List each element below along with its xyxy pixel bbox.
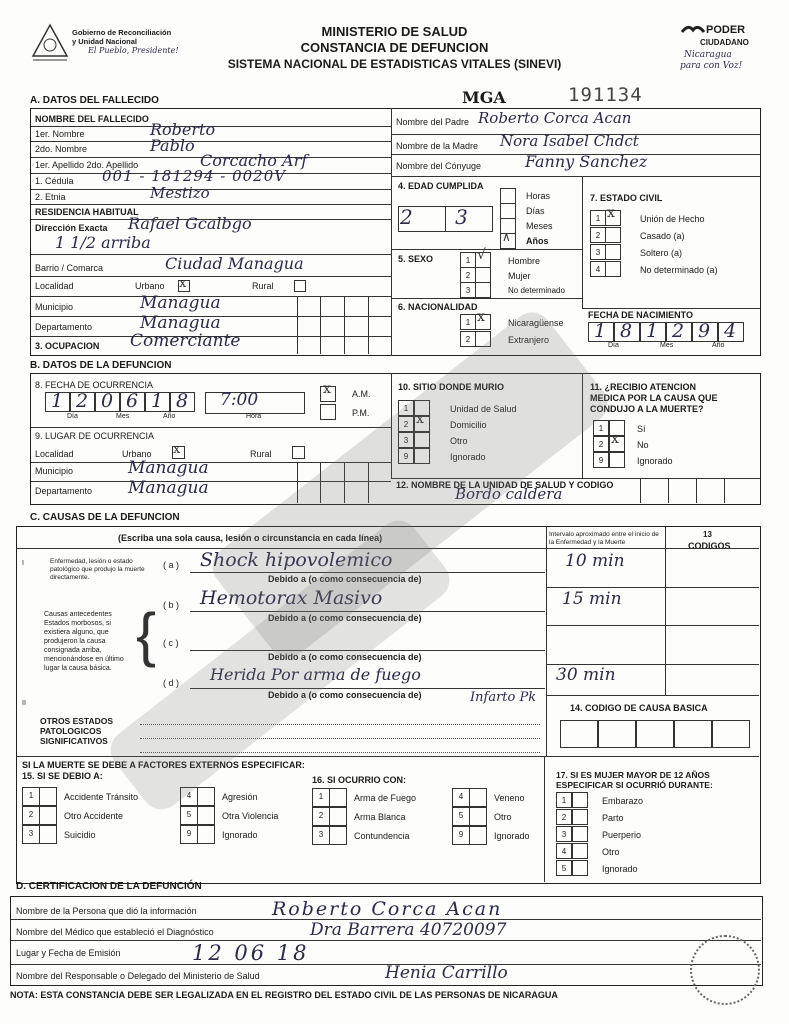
debido-a-1: Debido a (o como consecuencia de) <box>268 574 422 584</box>
direccion-label: Dirección Exacta <box>35 223 108 233</box>
soltero-label: Soltero (a) <box>640 248 683 258</box>
nombre1-label: 1er. Nombre <box>35 129 85 139</box>
cedula-value: 001 - 181294 - 0020V <box>102 167 287 185</box>
fnac-anio-label: Año <box>712 342 725 349</box>
q16-box-3[interactable] <box>329 826 347 845</box>
codigo-box[interactable] <box>636 720 674 748</box>
fnac-dia-label: Día <box>608 342 619 349</box>
line-c-letter: ( c ) <box>163 638 179 648</box>
ministry-title: MINISTERIO DE SALUD <box>321 24 468 39</box>
q15-box-9[interactable] <box>197 825 215 844</box>
b-municipio-value: Managua <box>128 458 209 478</box>
atencion-label: 11. ¿RECIBIO ATENCION MEDICA POR LA CAUSA QUE CONDUJO A LA MUERTE? <box>590 382 718 414</box>
roman-i: I <box>22 560 24 567</box>
line-d-letter: ( d ) <box>163 678 180 688</box>
nombre1-value: Roberto <box>150 120 216 139</box>
localidad-label: Localidad <box>35 281 74 291</box>
no-determinado-box[interactable] <box>605 261 621 277</box>
sitio-label: 10. SITIO DONDE MURIO <box>398 382 505 392</box>
q17-label-4: Otro <box>602 847 620 857</box>
otros-value: Infarto Pk <box>470 690 537 705</box>
fecha-ocurrencia-label: 8. FECHA DE OCURRENCIA <box>35 380 154 390</box>
sitio-num-3: 3 <box>398 432 414 448</box>
factores-externos-label: SI LA MUERTE SE DEBE A FACTORES EXTERNOS ESPECIFICAR: <box>22 760 305 770</box>
nombre2-value: Pablo <box>150 136 195 155</box>
edad-horas-label: Horas <box>526 191 551 201</box>
q15-num-4: 4 <box>180 787 198 806</box>
sitio-num-9: 9 <box>398 448 414 464</box>
sitio-label-1: Unidad de Salud <box>450 404 517 414</box>
soltero-box[interactable] <box>605 244 621 260</box>
nombre2-label: 2do. Nombre <box>35 144 88 154</box>
barrio-label: Barrio / Comarca <box>35 263 104 273</box>
digit-value: 1 <box>51 390 64 412</box>
etnia-value: Mestizo <box>150 184 210 202</box>
sitio-check-mark: x <box>416 411 424 427</box>
q16-label-5: Otro <box>494 812 512 822</box>
q16-num-9: 9 <box>452 826 470 845</box>
no-determinado-label: No determinado (a) <box>640 265 718 275</box>
q15-num-2: 2 <box>22 806 40 825</box>
digit-value: 8 <box>620 320 633 342</box>
intervalo-header: Intervalo aproximado entre el inicio de la Enfermedad y la Muerte <box>549 531 659 546</box>
line-a-letter: ( a ) <box>163 560 180 570</box>
q15-box-1[interactable] <box>39 787 57 806</box>
sitio-label-3: Otro <box>450 436 468 446</box>
q15-label-9: Ignorado <box>222 830 258 840</box>
roman-ii: II <box>22 700 26 707</box>
unidad-salud-value: Bordo caldera <box>455 485 563 503</box>
codigos-header: CODIGOS <box>688 541 731 551</box>
causas-instruction: (Escriba una sola causa, lesión o circunstancia en cada línea) <box>118 533 383 543</box>
q15-num-9: 9 <box>180 825 198 844</box>
codigo-box[interactable] <box>712 720 750 748</box>
fdef-dia-label: Día <box>67 413 78 420</box>
municipio-value: Managua <box>140 293 221 313</box>
edad-anios-box[interactable]: ∧ <box>500 233 516 249</box>
atencion-label-2: No <box>637 440 649 450</box>
q17-box-3[interactable] <box>572 826 588 842</box>
codigo-box[interactable] <box>560 720 598 748</box>
q15-label-3: Suicidio <box>64 830 96 840</box>
digit-value: 1 <box>594 320 607 342</box>
lugar-emision-label: Lugar y Fecha de Emisión <box>16 948 121 958</box>
digit-box[interactable] <box>666 322 692 342</box>
q17-num-3: 3 <box>556 826 572 842</box>
atencion-check-mark: x <box>611 431 619 447</box>
q16-box-5[interactable] <box>469 807 487 826</box>
b-rural-label: Rural <box>250 449 272 459</box>
digit-value: 4 <box>724 320 737 342</box>
madre-label: Nombre de la Madre <box>396 141 479 151</box>
edad-value: 2 3 <box>400 205 486 229</box>
gov-name: Gobierno de Reconciliación y Unidad Nacional <box>72 28 172 46</box>
nombre-fallecido-label: NOMBRE DEL FALLECIDO <box>35 114 149 124</box>
q15-label-2: Otro Accidente <box>64 811 124 821</box>
causa-b-time: 15 min <box>562 589 622 609</box>
codigo-box[interactable] <box>674 720 712 748</box>
digit-value: 6 <box>126 390 139 412</box>
q17-box-4[interactable] <box>572 843 588 859</box>
nicaraguense-box[interactable]: x <box>475 314 491 330</box>
official-seal <box>690 935 760 1005</box>
q16-label-3: Contundencia <box>354 831 410 841</box>
q17-box-2[interactable] <box>572 809 588 825</box>
digit-box[interactable] <box>145 392 170 412</box>
conyuge-value: Fanny Sanchez <box>525 152 648 171</box>
edad-anios-label: Años <box>526 236 549 246</box>
edad-dias-label: Días <box>526 206 545 216</box>
fdef-anio-label: Año <box>163 413 176 420</box>
document-title <box>0 24 789 72</box>
digit-box[interactable] <box>170 392 195 412</box>
cedula-label: 1. Cédula <box>35 176 74 186</box>
medico-label: Nombre del Médico que estableció el Diagnóstico <box>16 927 214 937</box>
q17-num-4: 4 <box>556 843 572 859</box>
q17-label: 17. SI ES MUJER MAYOR DE 12 AÑOS ESPECIFICAR SI OCURRIÓ DURANTE: <box>556 770 713 790</box>
certificate-title: CONSTANCIA DE DEFUNCION <box>300 40 489 55</box>
digit-box[interactable] <box>614 322 640 342</box>
q16-label: 16. SI OCURRIO CON: <box>312 775 407 785</box>
poder-ciudadano-logo: PODER CIUDADANO Nicaragua para con Voz! <box>680 24 749 71</box>
sitio-label-9: Ignorado <box>450 452 486 462</box>
barrio-value: Ciudad Managua <box>165 254 304 273</box>
debido-a-4: Debido a (o como consecuencia de) <box>268 690 422 700</box>
residencia-label: RESIDENCIA HABITUAL <box>35 207 139 217</box>
fdef-mes-label: Mes <box>116 413 130 420</box>
digit-value: 2 <box>672 320 685 342</box>
section-d-title: D. CERTIFICACION DE LA DEFUNCIÓN <box>16 881 202 892</box>
ocupacion-value: Comerciante <box>130 331 241 351</box>
q16-label-2: Arma Blanca <box>354 812 406 822</box>
atencion-num-1: 1 <box>593 420 609 436</box>
padre-value: Roberto Corca Acan <box>478 109 632 127</box>
q17-label-1: Embarazo <box>602 796 644 806</box>
sexo-nd-label: No determinado <box>508 286 565 295</box>
digit-value: 0 <box>101 390 114 412</box>
pm-box[interactable] <box>320 404 336 420</box>
q17-box-1[interactable] <box>572 792 588 808</box>
madre-value: Nora Isabel Chdct <box>500 132 639 150</box>
digit-box[interactable] <box>120 392 145 412</box>
atencion-box-2[interactable] <box>609 431 625 452</box>
q15-num-1: 1 <box>22 787 40 806</box>
q17-label-2: Parto <box>602 813 624 823</box>
section-a-title: A. DATOS DEL FALLECIDO <box>30 95 159 106</box>
responsable-label: Nombre del Responsable o Delegado del Ministerio de Salud <box>16 971 260 981</box>
digit-box[interactable] <box>692 322 718 342</box>
sitio-num-2: 2 <box>398 416 414 432</box>
brace-icon: { <box>136 601 157 668</box>
q15-box-2[interactable] <box>39 806 57 825</box>
digit-value: 8 <box>176 390 189 412</box>
atencion-label-9: Ignorado <box>637 456 673 466</box>
causa-d-value: Herida Por arma de fuego <box>210 665 421 684</box>
q17-num-2: 2 <box>556 809 572 825</box>
nacionalidad-label: 6. NACIONALIDAD <box>398 302 478 312</box>
system-title: SISTEMA NACIONAL DE ESTADISTICAS VITALES (SINEVI) <box>227 57 562 71</box>
codigo-box[interactable] <box>598 720 636 748</box>
atencion-num-9: 9 <box>593 452 609 468</box>
municipio-label: Municipio <box>35 302 74 312</box>
lugar-emision-value: 12 06 18 <box>192 941 310 965</box>
informante-value: Roberto Corca Acan <box>272 898 503 920</box>
q17-num-1: 1 <box>556 792 572 808</box>
hombre-label: Hombre <box>508 256 541 266</box>
casado-box[interactable] <box>605 227 621 243</box>
q16-num-1: 1 <box>312 788 330 807</box>
mga-label: MGA <box>462 88 506 107</box>
atencion-box-9[interactable] <box>609 452 625 468</box>
responsable-value: Henia Carrillo <box>385 963 508 983</box>
fdef-hora-label: Hora <box>246 413 262 420</box>
b-urbano-checkbox[interactable]: x <box>172 446 185 459</box>
urbano-label: Urbano <box>135 281 165 291</box>
unidad-salud-label: 12. NOMBRE DE LA UNIDAD DE SALUD Y CODIGO <box>396 480 614 490</box>
sexo-nd-box[interactable] <box>475 282 491 298</box>
otros-estados-label: OTROS ESTADOS PATOLOGICOS SIGNIFICATIVOS <box>40 716 114 746</box>
digit-box[interactable] <box>640 322 666 342</box>
q15-box-3[interactable] <box>39 825 57 844</box>
atencion-label-1: Sí <box>637 424 646 434</box>
am-box[interactable]: x <box>320 386 336 402</box>
ocupacion-label: 3. OCUPACION <box>35 341 100 351</box>
causa-d-time: 30 min <box>556 665 616 685</box>
q15-box-4[interactable] <box>197 787 215 806</box>
q16-num-2: 2 <box>312 807 330 826</box>
q17-box-5[interactable] <box>572 860 588 876</box>
q16-num-3: 3 <box>312 826 330 845</box>
line-b-letter: ( b ) <box>163 600 180 610</box>
digit-box[interactable] <box>95 392 120 412</box>
q15-label: 15. SI SE DEBIO A: <box>22 771 103 781</box>
rural-label: Rural <box>252 281 274 291</box>
gov-slogan: El Pueblo, Presidente! <box>88 46 179 55</box>
digit-box[interactable] <box>588 322 614 342</box>
q15-label-4: Agresión <box>222 792 258 802</box>
urbano-checkbox[interactable]: x <box>178 280 190 292</box>
birds-icon <box>680 22 706 38</box>
b-municipio-label: Municipio <box>35 466 74 476</box>
edad-dias-box[interactable] <box>500 203 516 219</box>
hombre-box[interactable]: √ <box>475 252 491 268</box>
q16-label-9: Ignorado <box>494 831 530 841</box>
mujer-box[interactable] <box>475 267 491 283</box>
fecha-nacimiento-label: FECHA DE NACIMIENTO <box>588 310 694 320</box>
apellidos-label: 1er. Apellido 2do. Apellido <box>35 160 139 170</box>
q16-label-1: Arma de Fuego <box>354 793 417 803</box>
nota-legalizacion: NOTA: ESTA CONSTANCIA DEBE SER LEGALIZADA EN EL REGISTRO DEL ESTADO CIVIL DE LAS PERSONAS DE NICARAGUA <box>10 990 558 1000</box>
causa-b-value: Hemotorax Masivo <box>200 587 383 609</box>
section-c-title: C. CAUSAS DE LA DEFUNCION <box>30 512 180 523</box>
digit-box[interactable] <box>718 322 744 342</box>
padre-label: Nombre del Padre <box>396 117 470 127</box>
codigos-num: 13 <box>703 530 712 539</box>
digit-value: 2 <box>76 390 89 412</box>
b-urbano-label: Urbano <box>122 449 152 459</box>
q16-box-4[interactable] <box>469 788 487 807</box>
departamento-label: Departamento <box>35 322 93 332</box>
q17-label-5: Ignorado <box>602 864 638 874</box>
casado-label: Casado (a) <box>640 231 685 241</box>
q15-box-5[interactable] <box>197 806 215 825</box>
informante-label: Nombre de la Persona que dió la información <box>16 906 197 916</box>
pm-label: P.M. <box>352 408 370 418</box>
b-rural-checkbox[interactable] <box>292 446 305 459</box>
q16-num-5: 5 <box>452 807 470 826</box>
lugar-ocurrencia-label: 9. LUGAR DE OCURRENCIA <box>35 431 155 441</box>
extranjero-label: Extranjero <box>508 335 550 345</box>
codigo-causa-basica-label: 14. CODIGO DE CAUSA BASICA <box>570 703 708 713</box>
conyuge-label: Nombre del Cónyuge <box>396 161 482 171</box>
digit-box[interactable] <box>45 392 70 412</box>
digit-value: 9 <box>698 320 711 342</box>
b-localidad-label: Localidad <box>35 449 74 459</box>
atencion-num-2: 2 <box>593 436 609 452</box>
q16-num-4: 4 <box>452 788 470 807</box>
direccion-value-2: 1 1/2 arriba <box>55 233 151 252</box>
edad-meses-label: Meses <box>526 221 553 231</box>
departamento-value: Managua <box>140 313 221 333</box>
digit-value: 1 <box>646 320 659 342</box>
causa-a-value: Shock hipovolemico <box>200 549 393 571</box>
causa-a-time: 10 min <box>565 551 625 571</box>
q16-label-4: Veneno <box>494 793 525 803</box>
folio-number: 191134 <box>568 84 643 106</box>
fnac-mes-label: Mes <box>660 342 674 349</box>
q15-label-5: Otra Violencia <box>222 811 279 821</box>
debido-a-2: Debido a (o como consecuencia de) <box>268 613 422 623</box>
q16-box-2[interactable] <box>329 807 347 826</box>
medico-value: Dra Barrera 40720097 <box>310 920 507 940</box>
digit-value: 1 <box>151 390 164 412</box>
union-hecho-box[interactable]: x <box>605 210 621 226</box>
union-hecho-label: Unión de Hecho <box>640 214 705 224</box>
q15-num-3: 3 <box>22 825 40 844</box>
desc-causa-directa: Enfermedad, lesión o estado patológico que produjo la muerte directamente. <box>50 558 145 581</box>
nicaraguense-label: Nicaragüense <box>508 318 564 328</box>
q17-num-5: 5 <box>556 860 572 876</box>
sexo-label: 5. SEXO <box>398 254 434 264</box>
q15-label-1: Accidente Tránsito <box>64 792 139 802</box>
etnia-label: 2. Etnia <box>35 192 66 202</box>
direccion-value: Rafael Gcalbgo <box>128 214 252 233</box>
sitio-label-2: Domicilio <box>450 420 487 430</box>
q17-label-3: Puerperio <box>602 830 642 840</box>
sitio-num-1: 1 <box>398 400 414 416</box>
q16-box-1[interactable] <box>329 788 347 807</box>
q15-num-5: 5 <box>180 806 198 825</box>
digit-box[interactable] <box>70 392 95 412</box>
rural-checkbox[interactable] <box>294 280 306 292</box>
mujer-label: Mujer <box>508 271 531 281</box>
b-departamento-label: Departamento <box>35 486 93 496</box>
b-departamento-value: Managua <box>128 478 209 498</box>
q16-box-9[interactable] <box>469 826 487 845</box>
edad-horas-box[interactable] <box>500 188 516 204</box>
apellidos-value: Corcacho Arf <box>200 151 308 170</box>
hora-value: 7:00 <box>220 390 259 410</box>
desc-causas-antecedentes: Causas antecedentes Estados morbosos, si existiera alguno, que produjeron la causa consignada arriba, mencionándose en último lugar la causa básica. <box>44 611 124 672</box>
section-b-title: B. DATOS DE LA DEFUNCION <box>30 360 172 371</box>
debido-a-3: Debido a (o como consecuencia de) <box>268 652 422 662</box>
edad-label: 4. EDAD CUMPLIDA <box>398 181 484 191</box>
estado-civil-label: 7. ESTADO CIVIL <box>590 193 663 203</box>
am-label: A.M. <box>352 389 371 399</box>
